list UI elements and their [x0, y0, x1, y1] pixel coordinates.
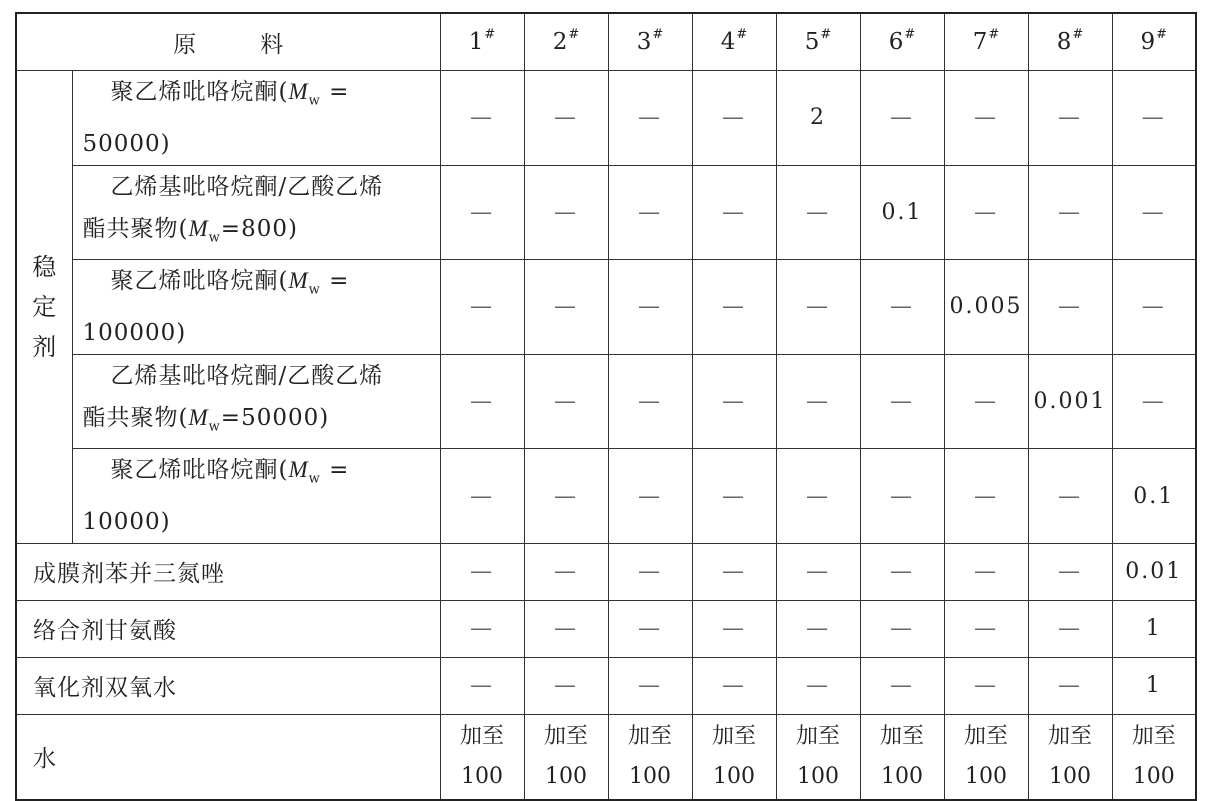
value-cell: — [692, 354, 776, 449]
column-suffix: # [904, 27, 916, 43]
value-cell: 0.005 [944, 260, 1028, 355]
value-cell: — [608, 165, 692, 260]
value-cell: — [944, 71, 1028, 166]
water-line2: 100 [629, 763, 671, 789]
name-line1: 聚乙烯吡咯烷酮( [110, 457, 289, 484]
value-cell: — [608, 449, 692, 544]
value-cell: — [524, 657, 608, 714]
value-cell: — [860, 354, 944, 449]
value-cell: — [440, 449, 524, 544]
column-number: 2 [552, 29, 568, 55]
value-cell: — [524, 449, 608, 544]
value-cell: — [776, 600, 860, 657]
value-cell: 0.001 [1028, 354, 1112, 449]
additive-row [16, 600, 1196, 657]
name-line2-post: =800) [220, 215, 298, 242]
value-cell: — [524, 354, 608, 449]
stabilizer-row [16, 260, 1196, 355]
water-value-cell [944, 714, 1028, 800]
column-header-9 [1112, 13, 1196, 71]
value-cell: — [1028, 449, 1112, 544]
stabilizer-category-label [16, 71, 72, 544]
material-name [72, 165, 440, 260]
name-line1: 聚乙烯吡咯烷酮( [110, 79, 289, 105]
column-header-2 [524, 13, 608, 71]
value-cell: 0.1 [860, 165, 944, 260]
mw-subscript: w [208, 230, 221, 246]
value-cell: — [608, 354, 692, 449]
column-suffix: # [1156, 27, 1168, 43]
value-cell: — [776, 657, 860, 714]
mw-subscript: w [208, 419, 221, 435]
name-line2-pre: 酯共聚物( [82, 404, 189, 431]
material-name [72, 449, 440, 544]
material-name: 氧化剂双氧水 [16, 657, 440, 714]
mw-subscript: w [308, 471, 321, 487]
column-header-1 [440, 13, 524, 71]
mw-symbol: M [288, 268, 309, 294]
column-header-4 [692, 13, 776, 71]
name-line2-post: =50000) [220, 404, 330, 431]
value-cell: 0.1 [1112, 449, 1196, 544]
stabilizer-row [16, 165, 1196, 260]
column-suffix: # [988, 27, 1000, 43]
water-line2: 100 [713, 763, 755, 789]
value-cell: — [440, 260, 524, 355]
value-cell: — [944, 449, 1028, 544]
water-line2: 100 [1132, 763, 1175, 789]
mw-symbol: M [288, 457, 309, 483]
value-cell: — [440, 600, 524, 657]
value-cell: — [776, 165, 860, 260]
value-cell: — [860, 260, 944, 355]
value-cell: — [1028, 260, 1112, 355]
column-suffix: # [820, 27, 832, 43]
water-line2: 100 [965, 763, 1007, 789]
value-cell: — [608, 543, 692, 600]
mw-subscript: w [308, 93, 321, 109]
value-cell: — [776, 260, 860, 355]
water-value-cell [776, 714, 860, 800]
value-cell: — [944, 354, 1028, 449]
water-line1: 加至 [711, 723, 756, 749]
column-suffix: # [568, 27, 580, 43]
value-cell: — [1028, 543, 1112, 600]
value-cell: — [524, 600, 608, 657]
value-cell: — [860, 71, 944, 166]
column-header-7 [944, 13, 1028, 71]
water-value-cell [1028, 714, 1112, 800]
value-cell: — [776, 449, 860, 544]
column-number: 8 [1056, 29, 1072, 55]
material-header-part1: 原 [173, 31, 197, 58]
water-row [16, 714, 1196, 800]
value-cell: — [860, 657, 944, 714]
column-number: 1 [468, 29, 484, 55]
water-line1: 加至 [627, 723, 672, 749]
value-cell: — [608, 71, 692, 166]
column-number: 3 [636, 29, 652, 55]
value-cell: — [524, 543, 608, 600]
value-cell: — [776, 354, 860, 449]
stabilizer-row [16, 71, 1196, 166]
value-cell: 1 [1112, 657, 1196, 714]
value-cell: — [692, 543, 776, 600]
value-cell: — [692, 71, 776, 166]
water-line1: 加至 [1131, 723, 1176, 749]
value-cell: — [692, 657, 776, 714]
name-line1: 乙烯基吡咯烷酮/乙酸乙烯 [110, 362, 384, 389]
value-cell: — [608, 260, 692, 355]
value-cell: 1 [1112, 600, 1196, 657]
value-cell: — [692, 260, 776, 355]
material-name [72, 354, 440, 449]
column-number: 5 [804, 29, 820, 55]
name-line2-pre: 酯共聚物( [82, 215, 189, 242]
value-cell: — [608, 657, 692, 714]
additive-row [16, 543, 1196, 600]
additive-row [16, 657, 1196, 714]
water-line1: 加至 [543, 723, 588, 749]
value-cell: — [608, 600, 692, 657]
value-cell: — [860, 543, 944, 600]
stabilizer-row [16, 354, 1196, 449]
value-cell: — [1112, 260, 1196, 355]
water-line1: 加至 [963, 723, 1008, 749]
column-suffix: # [652, 27, 664, 43]
water-value-cell [440, 714, 524, 800]
column-suffix: # [1072, 27, 1084, 43]
water-line2: 100 [1049, 763, 1091, 789]
water-line2: 100 [461, 763, 503, 789]
water-line1: 加至 [795, 723, 840, 749]
value-cell: — [860, 449, 944, 544]
column-header-6 [860, 13, 944, 71]
column-header-5 [776, 13, 860, 71]
value-cell: — [524, 165, 608, 260]
value-cell: — [440, 165, 524, 260]
column-suffix: # [484, 27, 496, 43]
name-line2: 10000) [82, 508, 171, 535]
value-cell: 0.01 [1112, 543, 1196, 600]
mw-symbol: M [188, 404, 209, 430]
water-line1: 加至 [1047, 723, 1092, 749]
water-line1: 加至 [459, 723, 504, 749]
column-number: 6 [888, 29, 904, 55]
water-line1: 加至 [879, 723, 924, 749]
material-header-part2: 料 [260, 31, 284, 58]
value-cell: — [524, 260, 608, 355]
category-char: 剂 [32, 332, 57, 361]
value-cell: — [944, 543, 1028, 600]
water-value-cell [608, 714, 692, 800]
value-cell: — [1028, 657, 1112, 714]
formulation-table [15, 12, 1197, 801]
value-cell: — [1112, 71, 1196, 166]
value-cell: — [1112, 354, 1196, 449]
value-cell: 2 [776, 71, 860, 166]
value-cell: — [1028, 71, 1112, 166]
value-cell: — [524, 71, 608, 166]
material-name: 水 [16, 714, 440, 800]
category-char: 稳 [32, 252, 57, 281]
water-value-cell [1112, 714, 1196, 800]
name-line1: 聚乙烯吡咯烷酮( [110, 268, 289, 295]
name-line2: 100000) [82, 319, 187, 346]
material-name [72, 71, 440, 166]
header-row [16, 13, 1196, 71]
value-cell: — [1112, 165, 1196, 260]
water-value-cell [524, 714, 608, 800]
value-cell: — [776, 543, 860, 600]
value-cell: — [440, 543, 524, 600]
mw-symbol: M [188, 215, 209, 241]
value-cell: — [944, 600, 1028, 657]
name-tail: = [320, 79, 350, 105]
name-line2: 50000) [82, 130, 171, 157]
value-cell: — [440, 71, 524, 166]
value-cell: — [440, 354, 524, 449]
value-cell: — [692, 449, 776, 544]
value-cell: — [944, 657, 1028, 714]
mw-symbol: M [288, 79, 309, 104]
name-tail: = [320, 457, 350, 484]
material-name [72, 260, 440, 355]
value-cell: — [692, 600, 776, 657]
water-value-cell [692, 714, 776, 800]
value-cell: — [692, 165, 776, 260]
value-cell: — [1028, 165, 1112, 260]
stabilizer-row [16, 449, 1196, 544]
value-cell: — [1028, 600, 1112, 657]
column-number: 4 [720, 29, 736, 55]
value-cell: — [944, 165, 1028, 260]
water-value-cell [860, 714, 944, 800]
mw-subscript: w [308, 282, 321, 298]
material-name: 成膜剂苯并三氮唑 [16, 543, 440, 600]
column-header-8 [1028, 13, 1112, 71]
water-line2: 100 [797, 763, 839, 789]
material-header [16, 13, 440, 71]
material-name: 络合剂甘氨酸 [16, 600, 440, 657]
name-tail: = [320, 268, 350, 295]
column-number: 7 [972, 29, 988, 55]
value-cell: — [440, 657, 524, 714]
name-line1: 乙烯基吡咯烷酮/乙酸乙烯 [110, 173, 384, 200]
water-line2: 100 [881, 763, 923, 789]
value-cell: — [860, 600, 944, 657]
column-number: 9 [1140, 29, 1156, 55]
column-header-3 [608, 13, 692, 71]
category-char: 定 [32, 292, 57, 321]
column-suffix: # [736, 27, 748, 43]
water-line2: 100 [545, 763, 587, 789]
